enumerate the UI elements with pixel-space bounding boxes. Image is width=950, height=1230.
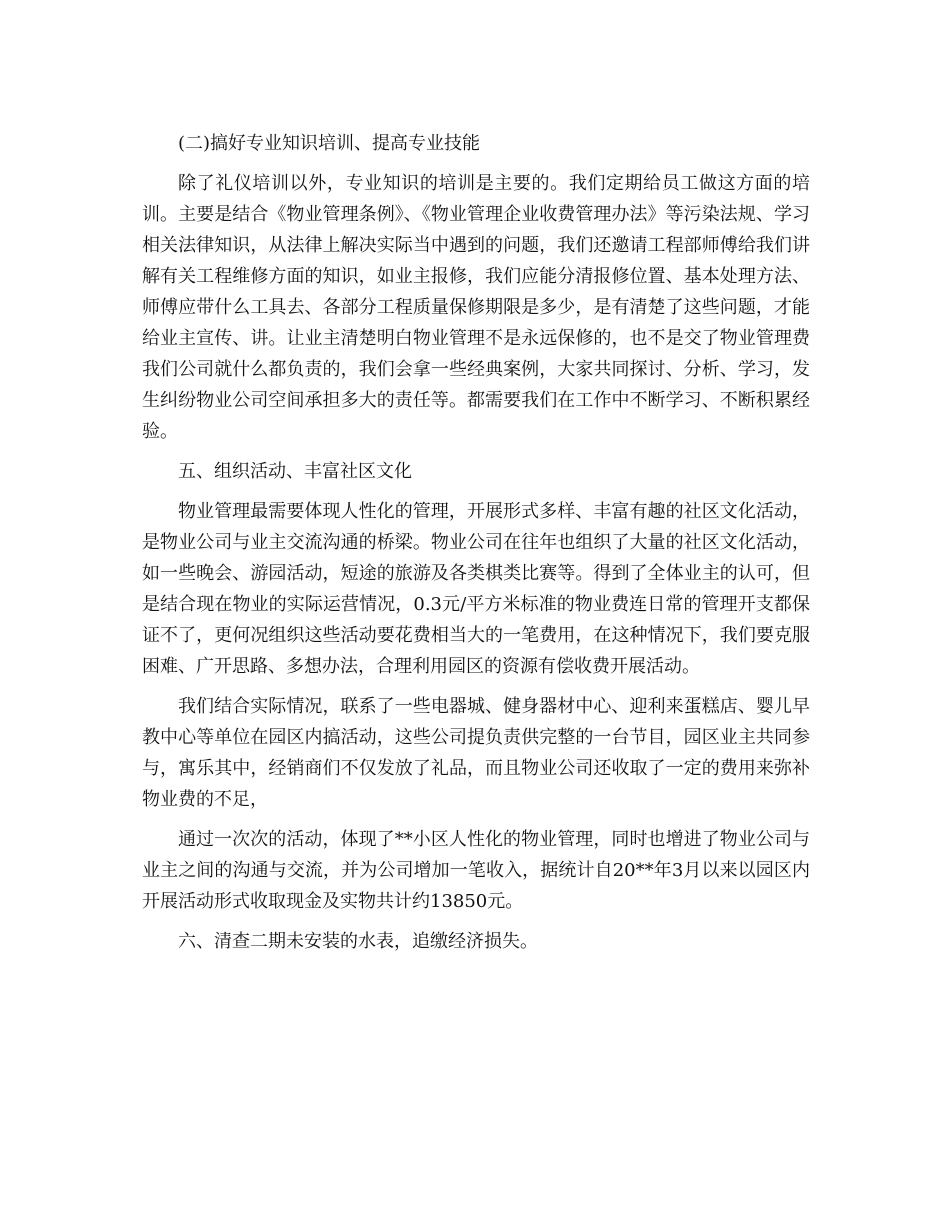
- paragraph-community-culture: 物业管理最需要体现人性化的管理，开展形式多样、丰富有趣的社区文化活动，是物业公司与业主交流沟通的桥梁。物业公司在往年也组织了大量的社区文化活动，如一些晚会、游园活动，短途的旅游及各类棋类比赛等。得到了全体业主的认可，但是结合现在物业的实际运营情况，0.3元/平方米标准的物业费连日常的管理开支都保证不了，更何况组织这些活动要花费相当大的一笔费用，在这种情况下，我们要克服困难、广开思路、多想办法，合理利用园区的资源有偿收费开展活动。: [142, 501, 810, 677]
- section-heading-water-meters: 六、清查二期未安装的水表，追缴经济损失。: [178, 931, 538, 952]
- paragraph-partner-activities: 我们结合实际情况，联系了一些电器城、健身器材中心、迎利来蛋糕店、婴儿早教中心等单位在园区内搞活动，这些公司提负责供完整的一台节目，园区业主共同参与，寓乐其中，经销商们不仅发放了礼品，而且物业公司还收取了一定的费用来弥补物业费的不足，: [142, 696, 810, 810]
- document-body: [142, 128, 810, 966]
- paragraph-training-details: 除了礼仪培训以外，专业知识的培训是主要的。我们定期给员工做这方面的培训。主要是结合《物业管理条例》、《物业管理企业收费管理办法》等污染法规、学习相关法律知识，从法律上解决实际当中遇到的问题，我们还邀请工程部师傅给我们讲解有关工程维修方面的知识，如业主报修，我们应能分清报修位置、基本处理方法、师傅应带什么工具去、各部分工程质量保修期限是多少，是有清楚了这些问题，才能给业主宣传、讲。让业主清楚明白物业管理不是永远保修的，也不是交了物业管理费我们公司就什么都负责的，我们会拿一些经典案例，大家共同探讨、分析、学习，发生纠纷物业公司空间承担多大的责任等。都需要我们在工作中不断学习、不断积累经验。: [142, 173, 810, 442]
- paragraph-activity-results: 通过一次次的活动，体现了**小区人性化的物业管理，同时也增进了物业公司与业主之间的沟通与交流，并为公司增加一笔收入，据统计自20**年3月以来以园区内开展活动形式收取现金及实物共计约13850元。: [142, 829, 810, 912]
- section-heading-activities: 五、组织活动、丰富社区文化: [178, 461, 412, 482]
- section-heading-training: (二)搞好专业知识培训、提高专业技能: [178, 133, 481, 154]
